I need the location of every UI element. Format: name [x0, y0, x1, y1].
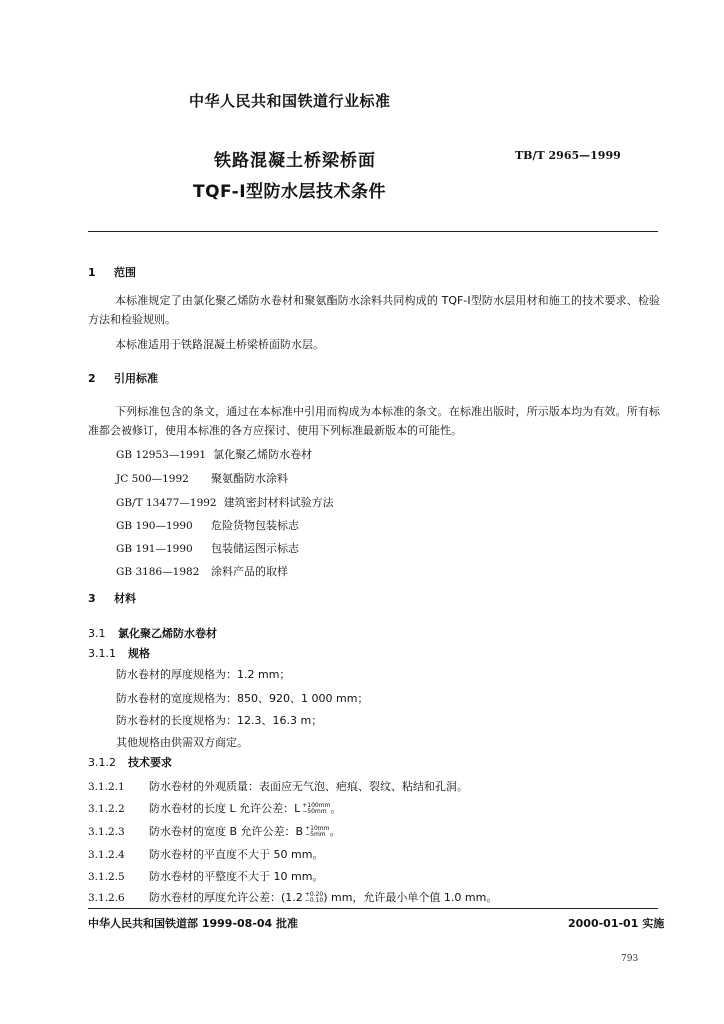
- clause-item: [88, 823, 340, 839]
- spec-line: 防水卷材的长度规格为：12.3、16.3 m；: [116, 714, 323, 727]
- issuing-body: 中华人民共和国铁道行业标准: [189, 92, 391, 110]
- reference-item: [116, 563, 288, 579]
- reference-name: 聚氨酯防水涂料: [211, 472, 288, 485]
- spec-line: 防水卷材的宽度规格为：850、920、1 000 mm；: [116, 692, 369, 705]
- section-title: 材料: [114, 592, 136, 605]
- section-1-paragraph-2: 本标准适用于铁路混凝土桥梁桥面防水层。: [115, 338, 324, 351]
- implementation-date: 2000-01-01 实施: [568, 917, 665, 930]
- tolerance-upper: +100mm: [302, 802, 331, 809]
- section-2-paragraph-1: 下列标准包含的条文，通过在本标准中引用而构成为本标准的条文。在标准出版时，所示版本均为有效。所有标准都会被修订，使用本标准的各方应探讨、使用下列标准最新版本的可能性。: [88, 405, 660, 437]
- tolerance-lower: −50mm: [302, 808, 327, 815]
- standard-title-line2: TQF-Ⅰ型防水层技术条件: [193, 182, 387, 202]
- header-rule: [88, 231, 658, 232]
- subsection-3-1-heading: [88, 625, 217, 641]
- subsection-number: 3.1.1: [88, 647, 116, 660]
- clause-tail: 。: [330, 802, 342, 815]
- clause-number: 3.1.2.4: [88, 849, 125, 861]
- subsection-number: 3.1: [88, 627, 106, 640]
- section-number: 1: [88, 266, 96, 279]
- subsection-number: 3.1.2: [88, 756, 116, 769]
- tolerance-upper: +10mm: [305, 825, 330, 832]
- clause-item: [88, 846, 323, 862]
- reference-name: 危险货物包装标志: [211, 519, 299, 532]
- reference-code: GB 190—1990: [116, 520, 193, 532]
- reference-name: 包装储运图示标志: [211, 542, 299, 555]
- reference-code: GB 12953—1991: [116, 449, 207, 461]
- clause-number: 3.1.2.2: [88, 803, 125, 815]
- reference-name: 涂料产品的取样: [211, 565, 288, 578]
- reference-item: [116, 517, 299, 533]
- subsection-title: 技术要求: [128, 756, 172, 769]
- page-number: 793: [621, 954, 639, 964]
- clause-text: 防水卷材的宽度 B 允许公差：B: [149, 825, 304, 838]
- reference-item: [116, 470, 288, 486]
- clause-item: [88, 800, 341, 816]
- reference-name: 建筑密封材料试验方法: [223, 496, 334, 509]
- reference-code: GB 3186—1982: [116, 566, 200, 578]
- clause-text: 防水卷材的外观质量：表面应无气泡、疤痕、裂纹、粘结和孔洞。: [149, 780, 468, 793]
- reference-item: [116, 540, 299, 556]
- reference-code: GB/T 13477—1992: [116, 497, 217, 509]
- reference-code: GB 191—1990: [116, 543, 193, 555]
- clause-item: [88, 778, 468, 794]
- section-title: 引用标准: [114, 372, 158, 385]
- section-1-heading: [88, 264, 136, 280]
- section-title: 范围: [114, 266, 136, 279]
- section-3-heading: [88, 590, 136, 606]
- tolerance-lower: −0.10: [304, 897, 324, 904]
- section-number: 2: [88, 372, 96, 385]
- section-1-paragraph-1: 本标准规定了由氯化聚乙烯防水卷材和聚氨酯防水涂料共同构成的 TQF-Ⅰ型防水层用材和施工的技术要求、检验方法和检验规则。: [88, 294, 660, 326]
- section-number: 3: [88, 592, 96, 605]
- clause-text: 防水卷材的厚度允许公差：(1.2: [149, 891, 303, 904]
- clause-text: 防水卷材的平整度不大于 10 mm。: [149, 870, 324, 883]
- clause-number: 3.1.2.3: [88, 826, 125, 838]
- clause-text: 防水卷材的平直度不大于 50 mm。: [149, 848, 324, 861]
- clause-number: 3.1.2.1: [88, 781, 125, 793]
- clause-item: [88, 889, 497, 905]
- clause-number: 3.1.2.5: [88, 871, 125, 883]
- clause-item: [88, 868, 323, 884]
- clause-text: 防水卷材的长度 L 允许公差：L: [149, 802, 301, 815]
- section-2-heading: [88, 370, 158, 386]
- reference-name: 氯化聚乙烯防水卷材: [213, 448, 313, 461]
- standard-number: TB/T 2965—1999: [515, 149, 621, 162]
- subsection-3-1-2-heading: [88, 754, 172, 770]
- approval-line: 中华人民共和国铁道部 1999-08-04 批准: [88, 917, 299, 930]
- tolerance-upper: +0.20: [304, 891, 324, 898]
- clause-tail: ) mm，允许最小单个值 1.0 mm。: [323, 891, 498, 904]
- reference-item: [116, 446, 312, 462]
- spec-line: 防水卷材的厚度规格为：1.2 mm；: [116, 668, 291, 681]
- standard-title-line1: 铁路混凝土桥梁桥面: [214, 151, 376, 171]
- subsection-title: 规格: [128, 647, 150, 660]
- reference-code: JC 500—1992: [116, 473, 189, 485]
- subsection-title: 氯化聚乙烯防水卷材: [118, 627, 217, 640]
- subsection-3-1-1-heading: [88, 645, 150, 661]
- clause-tail: 。: [329, 825, 341, 838]
- tolerance-lower: −5mm: [305, 831, 326, 838]
- reference-item: [116, 494, 334, 510]
- clause-number: 3.1.2.6: [88, 892, 125, 904]
- footer-rule: [88, 908, 658, 909]
- spec-line: 其他规格由供需双方商定。: [116, 736, 248, 749]
